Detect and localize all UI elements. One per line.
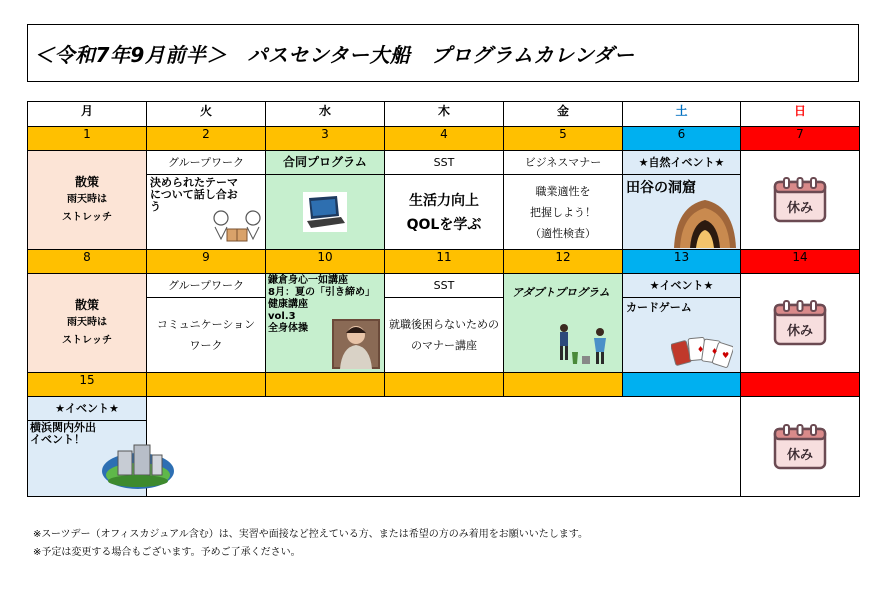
card-event-text: カードゲーム <box>626 301 692 314</box>
walk-title: 散策 <box>74 175 99 189</box>
holiday-label: 休み <box>786 324 814 339</box>
note-suit-day: ※スーツデー（オフィスカジュアル含む）は、実習や面接など控えている方、または希望の方のみ着用をお願いいたします。 <box>33 529 588 540</box>
weekday-tue: 火 <box>147 102 266 127</box>
business-line1: 職業適性を <box>535 184 591 198</box>
week2-program-row <box>28 274 860 373</box>
sst-cell <box>385 274 504 373</box>
date-cell <box>741 373 860 397</box>
weekday-sat: 土 <box>623 102 741 127</box>
calendar-icon <box>773 300 827 346</box>
date-cell: 7 <box>741 127 860 151</box>
groupwork-text: 決められたテーマについて話し合おう <box>150 176 238 213</box>
walk-rain: 雨天時は <box>67 194 107 205</box>
date-cell: 9 <box>147 250 266 274</box>
calendar-icon <box>773 424 827 470</box>
note-schedule-change: ※予定は変更する場合もございます。予めご了承ください。 <box>33 547 301 558</box>
nature-event-text: 田谷の洞窟 <box>626 180 696 196</box>
groupwork-cell <box>147 151 266 250</box>
date-cell: 5 <box>504 127 623 151</box>
date-cell <box>266 373 385 397</box>
footer-notes <box>33 526 588 562</box>
svg-text:♥: ♥ <box>722 351 730 360</box>
date-cell <box>504 373 623 397</box>
outing-event-cell <box>28 397 147 497</box>
calendar-table <box>27 101 860 497</box>
empty-span-cell <box>147 397 741 497</box>
health-line3: 健康講座 <box>268 299 308 310</box>
adopt-program-head: アダプトプログラム <box>512 286 610 299</box>
weekday-wed: 水 <box>266 102 385 127</box>
health-line4: vol.3 <box>268 311 296 322</box>
discussion-illustration <box>211 209 263 243</box>
sst-manner-line2: のマナー講座 <box>411 339 477 352</box>
joint-program-head: 合同プログラム <box>266 151 384 175</box>
groupwork-cell <box>147 274 266 373</box>
weekday-mon: 月 <box>28 102 147 127</box>
cave-image <box>672 196 738 248</box>
holiday-label: 休み <box>786 201 814 216</box>
weekday-sun: 日 <box>741 102 860 127</box>
date-cell: 12 <box>504 250 623 274</box>
sst-line2: QOLを学ぶ <box>406 217 482 233</box>
health-lecture-cell <box>266 274 385 373</box>
groupwork-head: グループワーク <box>147 151 265 175</box>
business-line3: （適性検査） <box>530 226 596 240</box>
svg-text:♦: ♦ <box>697 345 705 354</box>
date-cell: 13 <box>623 250 741 274</box>
page-title: ＜令和7年9月前半＞ パスセンター大船 プログラムカレンダー <box>34 42 635 67</box>
walk-cell <box>28 151 147 250</box>
outing-line1: 横浜関内外出 <box>30 421 96 434</box>
date-cell: 8 <box>28 250 147 274</box>
date-cell: 2 <box>147 127 266 151</box>
walk-stretch: ストレッチ <box>62 212 112 223</box>
joint-program-cell <box>266 151 385 250</box>
walk-cell <box>28 274 147 373</box>
date-cell: 1 <box>28 127 147 151</box>
svg-text:♦: ♦ <box>711 347 719 356</box>
holiday-cell <box>741 151 860 250</box>
sst-line1: 生活力向上 <box>409 193 479 209</box>
sst-cell <box>385 151 504 250</box>
communication-line1: コミュニケーション <box>156 318 256 331</box>
date-cell: 10 <box>266 250 385 274</box>
walk-title: 散策 <box>74 298 99 312</box>
date-cell <box>385 373 504 397</box>
sst-head: SST <box>385 274 503 298</box>
date-cell: 11 <box>385 250 504 274</box>
health-line2: 8月：夏の「引き締め」 <box>268 287 375 298</box>
week2-date-row <box>28 250 860 274</box>
outing-event-head: ★イベント★ <box>28 397 146 421</box>
instructor-photo <box>332 319 380 369</box>
week3-date-row <box>28 373 860 397</box>
nature-event-head: ★自然イベント★ <box>623 151 740 175</box>
groupwork-head: グループワーク <box>147 274 265 298</box>
laptop-icon <box>303 192 347 232</box>
holiday-cell <box>741 274 860 373</box>
week1-program-row <box>28 151 860 250</box>
holiday-label: 休み <box>786 447 814 463</box>
date-cell: 15 <box>28 373 147 397</box>
date-cell: 3 <box>266 127 385 151</box>
holiday-cell <box>741 397 860 497</box>
sst-manner-line1: 就職後困らないための <box>389 318 499 331</box>
cards-icon <box>671 334 733 368</box>
business-manner-head: ビジネスマナー <box>504 151 622 175</box>
card-event-cell <box>623 274 741 373</box>
adopt-program-cell <box>504 274 623 373</box>
nature-event-cell <box>623 151 741 250</box>
walk-rain: 雨天時は <box>67 317 107 328</box>
cleanup-illustration <box>550 322 616 368</box>
health-line1: 鎌倉身心一如講座 <box>268 275 348 286</box>
date-cell: 6 <box>623 127 741 151</box>
week3-program-row <box>28 397 860 497</box>
date-cell <box>623 373 741 397</box>
communication-line2: ワーク <box>189 339 223 352</box>
business-line2: 把握しよう！ <box>530 205 596 219</box>
health-line5: 全身体操 <box>268 323 308 334</box>
weekday-header-row <box>28 102 860 127</box>
weekday-fri: 金 <box>504 102 623 127</box>
stadium-icon <box>100 441 176 491</box>
week1-date-row <box>28 127 860 151</box>
card-event-head: ★イベント★ <box>623 274 740 298</box>
title-box <box>27 24 859 82</box>
outing-line2: イベント！ <box>30 433 85 446</box>
date-cell <box>147 373 266 397</box>
calendar-icon <box>773 177 827 223</box>
date-cell: 4 <box>385 127 504 151</box>
date-cell: 14 <box>741 250 860 274</box>
walk-stretch: ストレッチ <box>62 335 112 346</box>
business-manner-cell <box>504 151 623 250</box>
weekday-thu: 木 <box>385 102 504 127</box>
sst-head: SST <box>385 151 503 175</box>
